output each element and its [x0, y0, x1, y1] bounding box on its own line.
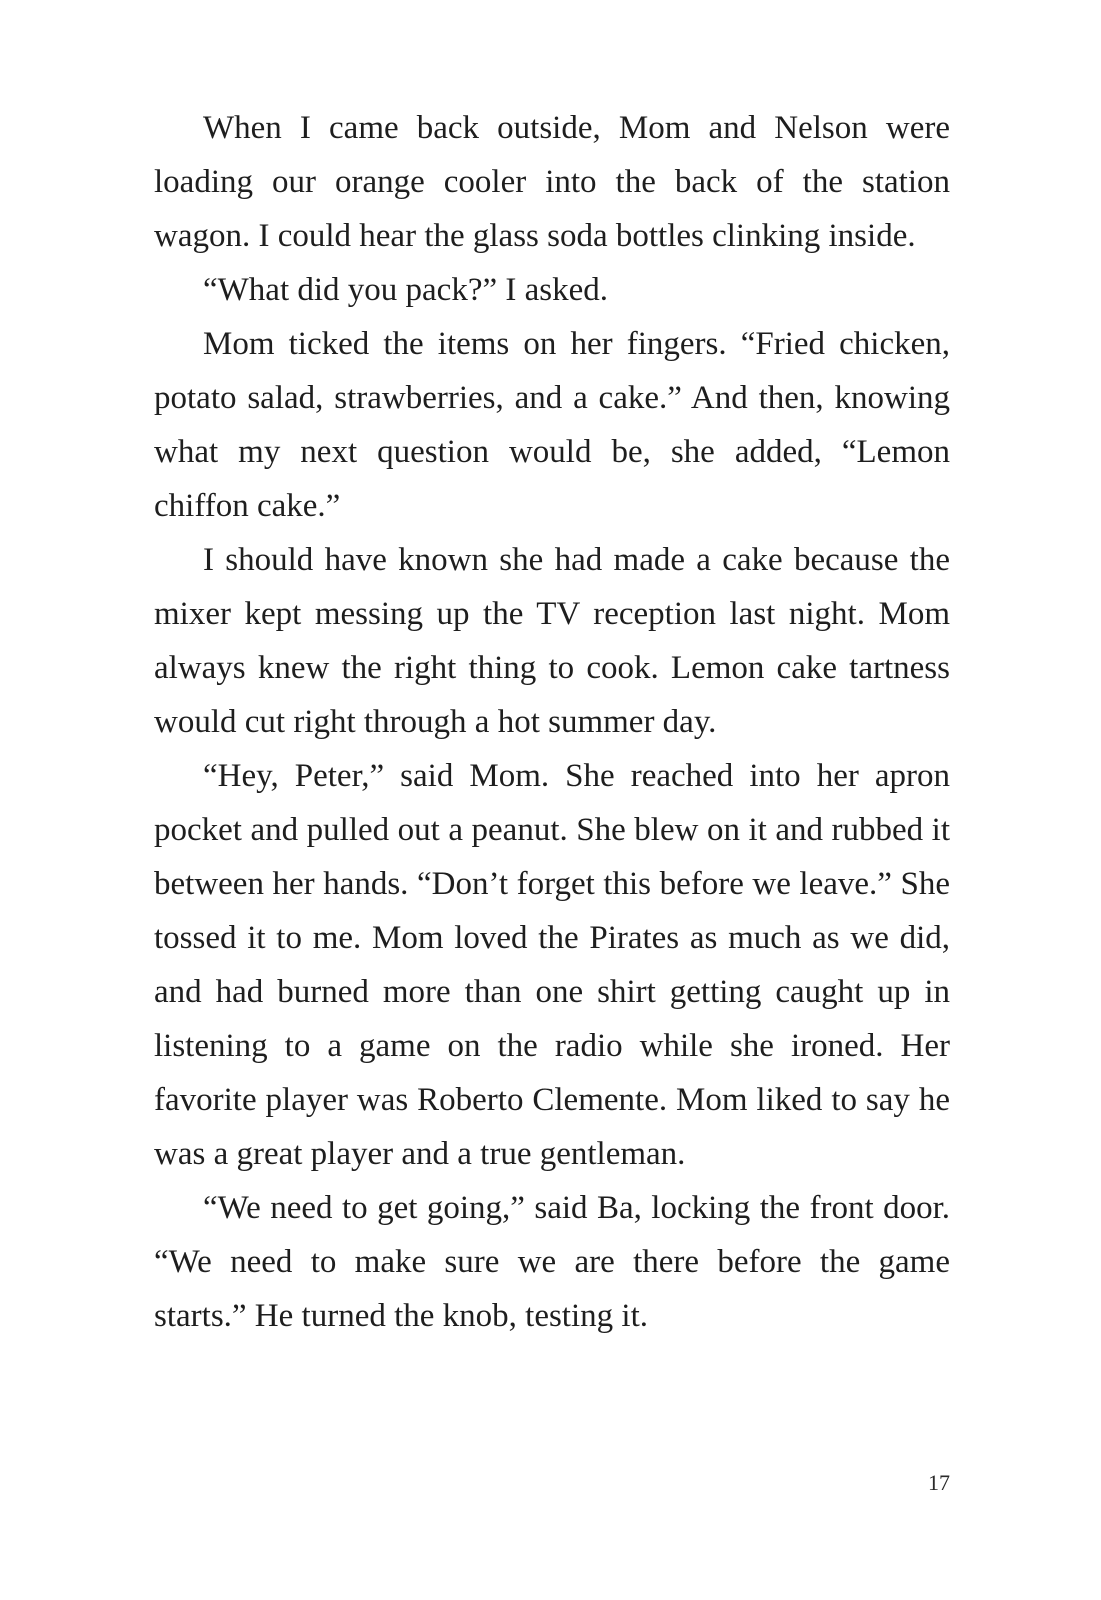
paragraph-1: When I came back outside, Mom and Nelson were loading our orange cooler into the back of the station wagon. I could hear the glass soda bottles clinking inside. — [154, 110, 950, 254]
paragraph-3: Mom ticked the items on her fingers. “Fried chicken, potato salad, strawberries, and a cake.” And then, knowing what my next question would be, she added, “Lemon chiffon cake.” — [154, 326, 950, 524]
page-number: 17 — [928, 1470, 950, 1495]
body-text — [154, 101, 950, 1343]
paragraph-2: “What did you pack?” I asked. — [203, 272, 608, 308]
paragraph-5: “Hey, Peter,” said Mom. She reached into her apron pocket and pulled out a peanut. She blew on it and rubbed it between her hands. “Don’t forget this before we leave.” She tossed it to me. Mom loved the Pirates as much as we did, and had burned more than one shirt getting caught up in listening to a game on the radio while she ironed. Her favorite player was Roberto Clemente. Mom liked to say he was a great player and a true gentleman. — [154, 758, 950, 1172]
paragraph-4: I should have known she had made a cake because the mixer kept messing up the TV reception last night. Mom always knew the right thing to cook. Lemon cake tartness would cut right through a hot summer day. — [154, 542, 950, 740]
paragraph-6: “We need to get going,” said Ba, locking the front door. “We need to make sure we are there before the game starts.” He turned the knob, testing it. — [154, 1190, 950, 1334]
